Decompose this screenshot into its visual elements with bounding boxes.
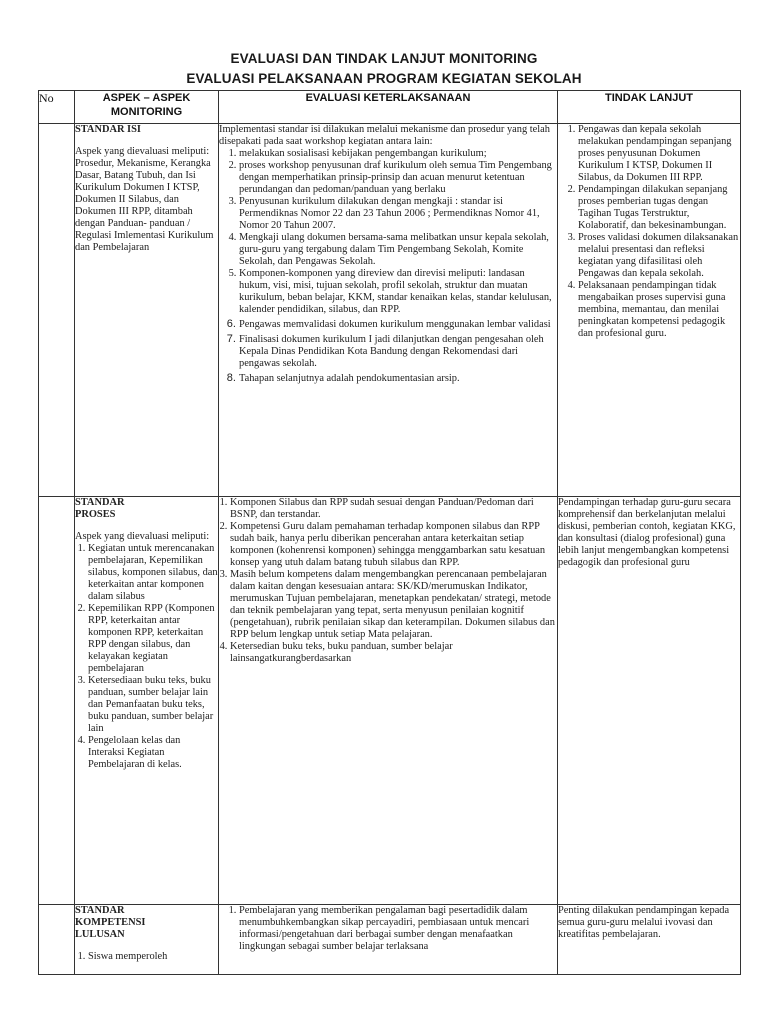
- list-item: 2. Kepemilikan RPP (Komponen RPP, keterkaitan antar komponen RPP, keterkaitan RPP dengan silabus, dan kelayakan kegiatan pembelajaran: [88, 603, 218, 675]
- list-item: 1. Pembelajaran yang memberikan pengalaman bagi pesertadidik dalam menumbuhkembangkan sikap percayadiri, pembiasaan untuk mencari informasi/pengetahuan dari berbagai sumber dengan menafaatkan lingkungan sebagai sumber belajar terlaksana: [239, 905, 557, 953]
- aspek-intro: Aspek yang dievaluasi meliputi:: [75, 531, 210, 542]
- header-no: No: [39, 91, 75, 124]
- table-row: [39, 124, 741, 497]
- cell-aspek: [75, 905, 219, 975]
- cell-no: [39, 124, 75, 497]
- list-item: 2. Kompetensi Guru dalam pemahaman terhadap komponen silabus dan RPP sudah baik, hanya perlu diberikan pencerahan antara keterkaitan setiap komponen (kohenrensi komponen) sehingga menggambarkan satu kesatuan konsep yang utuh dalam batang tubuh silabus dan RPP.: [230, 521, 557, 569]
- list-item: 4. Pengelolaan kelas dan Interaksi Kegiatan Pembelajaran di kelas.: [88, 735, 218, 771]
- list-item: 2. Pendampingan dilakukan sepanjang proses pemberian tugas dengan Tagihan Tugas Terstruktur, Kolaboratif, dan bekesinambungan.: [578, 184, 740, 232]
- list-item: 4. Mengkaji ulang dokumen bersama-sama melibatkan unsur kepala sekolah, guru-guru yang tergabung dalam Tim Pengembang Sekolah, Komite Sekolah, dan Pengawas Sekolah.: [239, 232, 557, 268]
- list-item: 1. melakukan sosialisasi kebijakan pengembangan kurikulum;: [239, 148, 557, 160]
- list-item: 2. proses workshop penyusunan draf kurikulum oleh semua Tim Pengembang dengan memperhatikan prinsip-prinsip dan acuan menurut ketentuan perundangan dan pedoman/panduan yang berlaku: [239, 160, 557, 196]
- list-item: 3. Proses validasi dokumen dilaksanakan melalui presentasi dan refleksi kegiatan yang difasilitasi oleh Pengawas dan kepala sekolah.: [578, 232, 740, 280]
- aspek-title: STANDAR KOMPETENSI LULUSAN: [75, 905, 146, 940]
- list-item: 1. Pengawas dan kepala sekolah melakukan pendampingan sepanjang proses penyusunan Dokumen Kurikulum I KTSP, Dokumen II Silabus, da Dokumen III RPP.: [578, 124, 740, 184]
- table-row: [39, 905, 741, 975]
- evaluasi-list: [219, 148, 557, 385]
- header-aspek: ASPEK – ASPEK MONITORING: [75, 91, 219, 124]
- document-subtitle: EVALUASI PELAKSANAAN PROGRAM KEGIATAN SEKOLAH: [186, 71, 582, 86]
- aspek-list: [75, 951, 218, 963]
- cell-evaluasi: [219, 497, 558, 905]
- cell-no: [39, 497, 75, 905]
- evaluasi-intro: Implementasi standar isi dilakukan melalui mekanisme dan prosedur yang telah disepakati pada saat workshop kegiatan antara lain:: [219, 124, 550, 147]
- evaluasi-list: [219, 905, 557, 953]
- list-item: 1. Komponen Silabus dan RPP sudah sesuai dengan Panduan/Pedoman dari BSNP, dan terstandar.: [230, 497, 557, 521]
- aspek-title: STANDAR PROSES: [75, 497, 125, 520]
- list-item: 4. Pelaksanaan pendampingan tidak mengabaikan proses supervisi guna membina, memantau, dan menilai peningkatan kompetensi pedagogik dan profesional guru.: [578, 280, 740, 340]
- cell-aspek: [75, 497, 219, 905]
- cell-aspek: [75, 124, 219, 497]
- table-row: [39, 497, 741, 905]
- list-item: 3. Ketersediaan buku teks, buku panduan, sumber belajar lain dan Pemanfaatan buku teks, buku panduan, sumber belajar lain: [88, 675, 218, 735]
- list-item: 6. Pengawas memvalidasi dokumen kurikulum menggunakan lembar validasi: [239, 318, 557, 331]
- tindak-list: [558, 124, 740, 340]
- aspek-list: [75, 543, 218, 771]
- cell-tindak-lanjut: [558, 905, 741, 975]
- cell-tindak-lanjut: [558, 124, 741, 497]
- list-item: 5. Komponen-komponen yang direview dan direvisi meliputi: landasan hukum, visi, misi, tujuan sekolah, profil sekolah, struktur dan muatan kurikulum, beban belajar, KKM, standar kenaikan kelas, standar kelulusan, kalender pendidikan, silabus, dan RPP.: [239, 268, 557, 316]
- list-item: 1. Kegiatan untuk merencanakan pembelajaran, Kepemilikan silabus, komponen silabus, dan keterkaitan antar komponen dalam silabus: [88, 543, 218, 603]
- header-evaluasi: EVALUASI KETERLAKSANAAN: [219, 91, 558, 124]
- list-item: 3. Masih belum kompetens dalam mengembangkan perencanaan pembelajaran dalam kaitan dengan kesesuaian antara: SK/KD/merumuskan Indikator, merumuskan Tujuan pembelajaran, menetapkan pendekatan/ strategi, metode dan teknik pembelajaran yang tepat, serta menyusun penilaian kognitif (pengetahuan), rubrik penilaian sikap dan keterampilan. Dokumen silabus dan RPP belum lengkap untuk setiap Mata pelajaran.: [230, 569, 557, 641]
- list-item: 4. Ketersedian buku teks, buku panduan, sumber belajar lainsangatkurangberdasarkan: [230, 641, 557, 665]
- table-header-row: [39, 91, 741, 124]
- list-item: 7. Finalisasi dokumen kurikulum I jadi dilanjutkan dengan pengesahan oleh Kepala Dinas Pendidikan Kota Bandung dengan Rekomendasi dari pengawas sekolah.: [239, 333, 557, 370]
- evaluasi-list: [219, 497, 557, 665]
- aspek-title: STANDAR ISI: [75, 124, 141, 135]
- cell-no: [39, 905, 75, 975]
- list-item: 8. Tahapan selanjutnya adalah pendokumentasian arsip.: [239, 372, 557, 385]
- monitoring-table: [38, 90, 741, 975]
- list-item: 1. Siswa memperoleh: [88, 951, 218, 963]
- document-title: EVALUASI DAN TINDAK LANJUT MONITORING: [230, 51, 538, 66]
- list-item: 3. Penyusunan kurikulum dilakukan dengan mengkaji : standar isi Permendiknas Nomor 22 dan 23 Tahun 2006 ; Permendiknas Nomor 41, Nomor 20 Tahun 2007.: [239, 196, 557, 232]
- tindak-text: Penting dilakukan pendampingan kepada semua guru-guru melalui ivovasi dan kreatifitas pembelajaran.: [558, 905, 730, 940]
- cell-evaluasi: [219, 905, 558, 975]
- cell-tindak-lanjut: [558, 497, 741, 905]
- cell-evaluasi: [219, 124, 558, 497]
- header-tindak-lanjut: TINDAK LANJUT: [558, 91, 741, 124]
- tindak-text: Pendampingan terhadap guru-guru secara komprehensif dan berkelanjutan melalui diskusi, pemberian contoh, kegiatan KKG, dan konsultasi (dialog profesional) guna lebih lanjut mengembangkan kompetensi pedagogik dan profesional guru: [558, 497, 736, 568]
- aspek-description: Aspek yang dievaluasi meliputi: Prosedur, Mekanisme, Kerangka Dasar, Batang Tubuh, dan Isi Kurikulum Dokumen I KTSP, Dokumen II Silabus, dan Dokumen III RPP, ditambah dengan Panduan- panduan / Regulasi Imlementasi Kurikulum dan Pembelajaran: [75, 146, 214, 253]
